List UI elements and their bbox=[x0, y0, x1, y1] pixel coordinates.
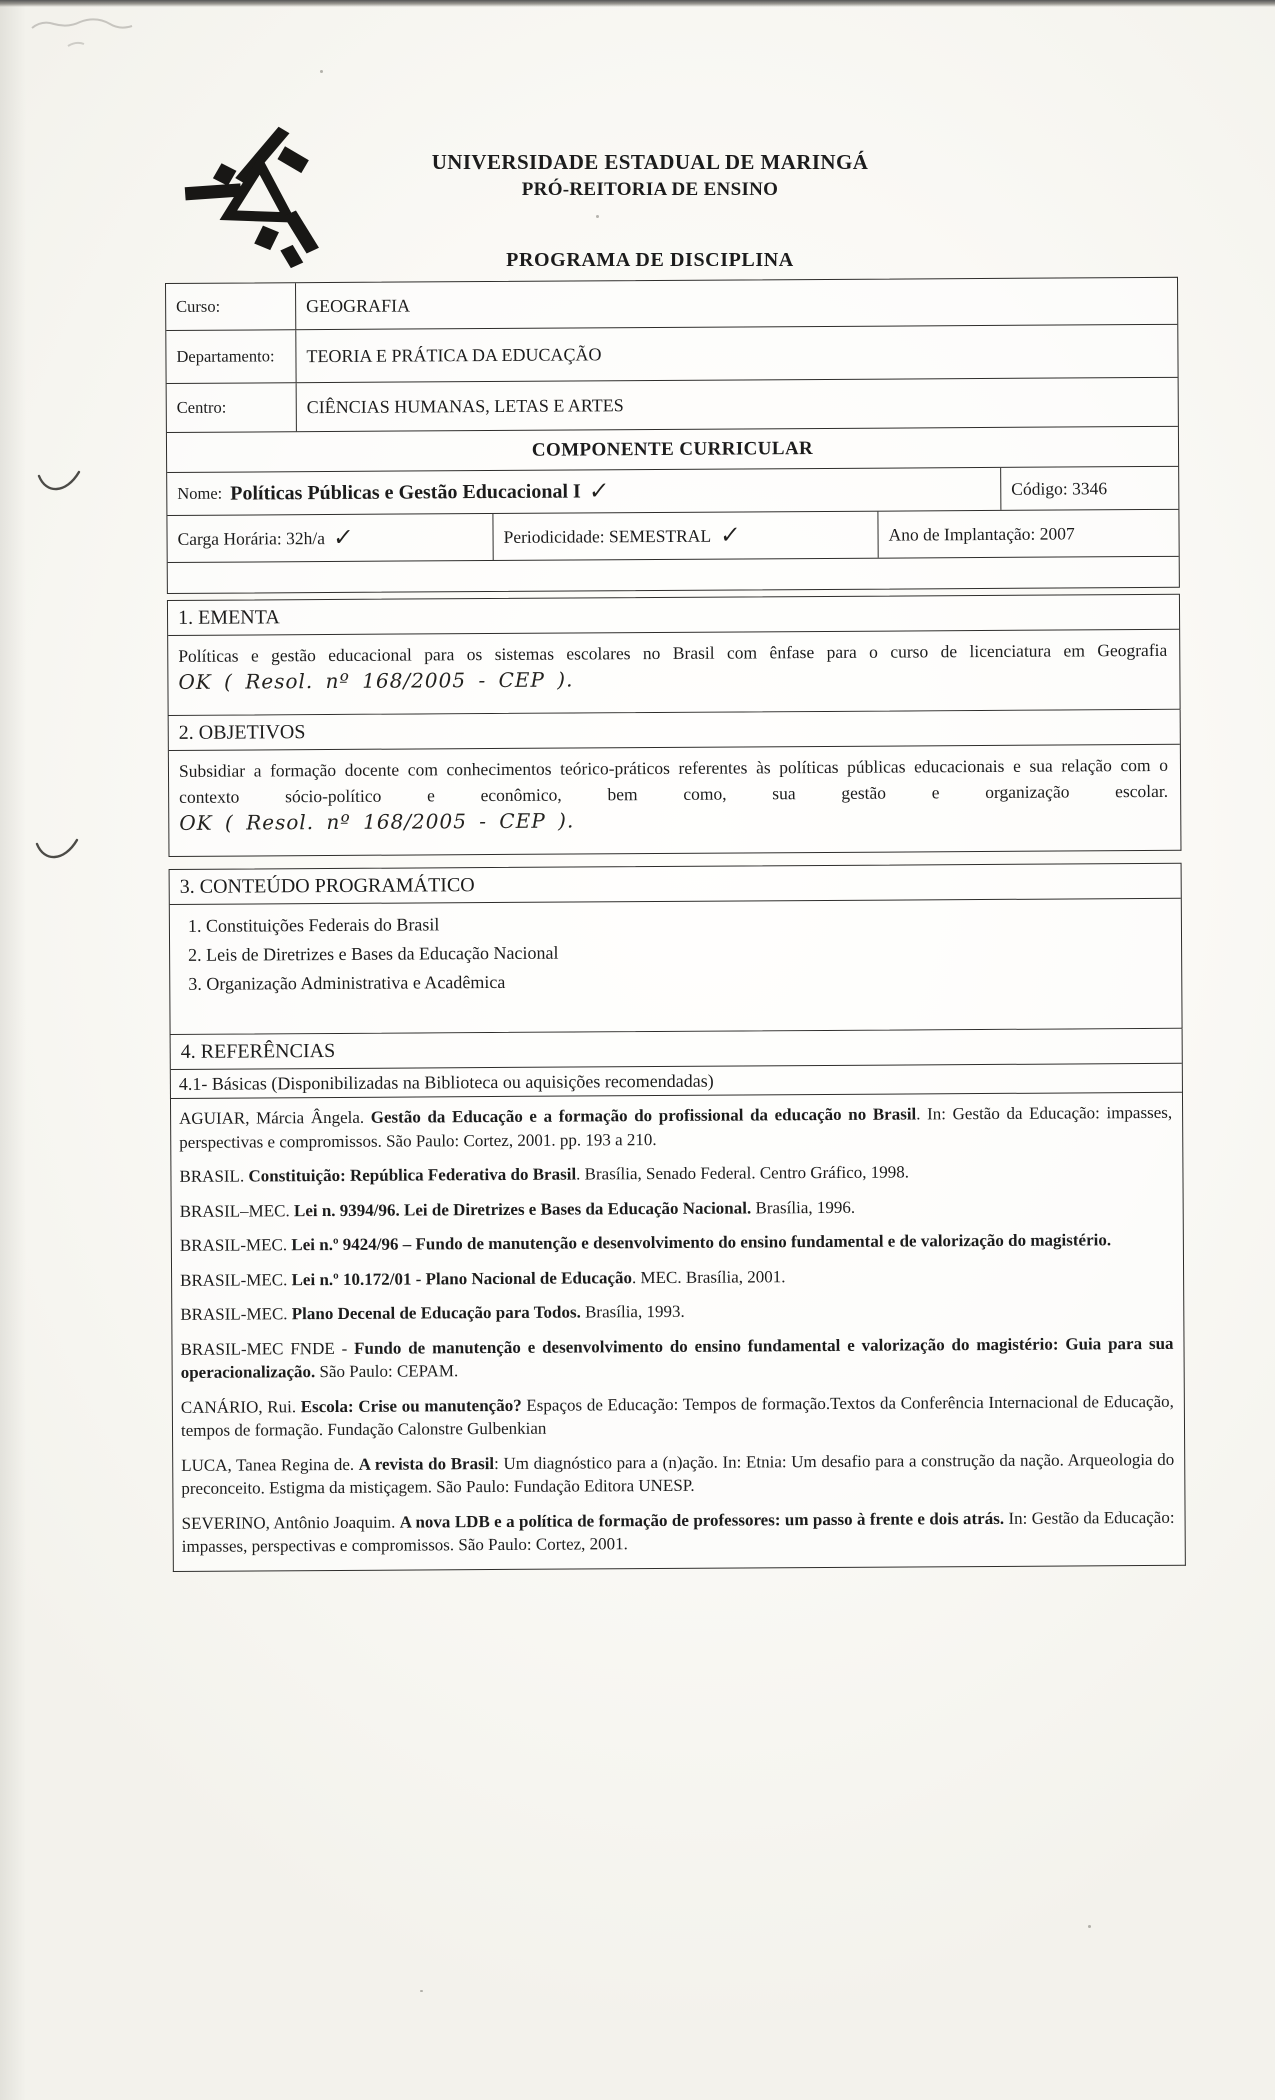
info-row-value: GEOGRAFIA bbox=[306, 295, 411, 316]
ano-implantacao-cell: Ano de Implantação: 2007 bbox=[877, 510, 1178, 558]
pen-curve-mark-icon bbox=[34, 836, 80, 864]
info-row-label: Departamento: bbox=[166, 330, 296, 383]
reference-segment: BRASIL-MEC. bbox=[180, 1269, 292, 1290]
ementa-paragraph: Políticas e gestão educacional para os sistemas escolares no Brasil com ênfase para o curso de licenciatura em Geografia bbox=[178, 639, 1168, 666]
reference-entry bbox=[180, 1297, 1173, 1327]
carga-horaria-text: Carga Horária: 32h/a bbox=[177, 527, 326, 549]
empty-row bbox=[168, 557, 1179, 593]
reference-entry bbox=[179, 1159, 1172, 1189]
objetivos-text bbox=[169, 745, 1181, 856]
reference-segment: LUCA, Tanea Regina de. bbox=[181, 1454, 359, 1475]
reference-segment: Espaços de Educação: Tempos de formação.Textos da Conferência Internacional de Educação, tempos de formação. Fundação Calonstre Gulbenkian bbox=[180, 1391, 1174, 1440]
reference-entry bbox=[180, 1331, 1173, 1384]
reference-segment: BRASIL–MEC. bbox=[179, 1200, 295, 1221]
scanner-edge-artifact bbox=[0, 0, 1275, 7]
reference-segment: . In: Gestão da Educação: impasses, perspectivas e compromissos. São Paulo: Cortez, 2001. pp. 193 a 210. bbox=[179, 1102, 1173, 1152]
check-mark-icon: ✓ bbox=[588, 477, 611, 506]
reference-segment: BRASIL-MEC. bbox=[180, 1304, 292, 1324]
handwritten-annotation: OK ( Resol. nº 168/2005 - CEP ). bbox=[178, 667, 574, 694]
ementa-text bbox=[168, 630, 1179, 715]
codigo-cell: Código: 3346 bbox=[1000, 467, 1178, 510]
referencias-subtitle: 4.1- Básicas (Disponibilizadas na Biblioteca ou aquisições recomendadas) bbox=[171, 1064, 1182, 1099]
objetivos-paragraph: Subsidiar a formação docente com conhecimentos teórico-práticos referentes às políticas públicas educacionais e sua relação com o contexto sócio-político e econômico, bem como, sua gestão e organização escolar. bbox=[178, 754, 1169, 807]
reference-segment: Plano Decenal de Educação para Todos. bbox=[291, 1302, 581, 1324]
reference-segment: São Paulo: CEPAM. bbox=[315, 1361, 459, 1382]
reference-segment: Lei n. 9394/96. Lei de Diretrizes e Bases da Educação Nacional. bbox=[293, 1197, 752, 1220]
reference-entry bbox=[181, 1447, 1174, 1500]
handwritten-annotation: OK ( Resol. nº 168/2005 - CEP ). bbox=[179, 808, 575, 835]
reference-entry bbox=[180, 1262, 1173, 1292]
info-row-label: Curso: bbox=[166, 283, 296, 330]
carga-row bbox=[167, 510, 1178, 563]
section-title: 4. REFERÊNCIAS bbox=[171, 1029, 1182, 1070]
reference-segment: AGUIAR, Márcia Ângela. bbox=[179, 1107, 371, 1128]
scan-speck bbox=[1088, 1925, 1091, 1928]
identification-table bbox=[165, 277, 1180, 594]
periodicidade-text: Periodicidade: SEMESTRAL bbox=[503, 525, 712, 547]
info-row bbox=[167, 378, 1178, 433]
check-mark-icon: ✓ bbox=[332, 524, 355, 552]
section-title: 3. CONTEÚDO PROGRAMÁTICO bbox=[170, 864, 1181, 905]
info-row bbox=[166, 325, 1177, 384]
reference-entry bbox=[180, 1228, 1173, 1258]
reference-segment: A revista do Brasil bbox=[358, 1453, 495, 1474]
scan-speck bbox=[320, 70, 323, 73]
reference-segment: . Brasília, Senado Federal. Centro Gráfico, 1998. bbox=[576, 1162, 910, 1184]
info-row-label: Centro: bbox=[167, 383, 297, 432]
reference-segment: CANÁRIO, Rui. bbox=[180, 1396, 301, 1417]
section-objetivos bbox=[168, 710, 1182, 857]
reference-segment: In: Gestão da Educação: impasses, perspectivas e compromissos. São Paulo: Cortez, 2001. bbox=[181, 1507, 1175, 1556]
reference-segment: Constituição: República Federativa do Brasil bbox=[248, 1164, 577, 1186]
reference-segment: BRASIL-MEC. bbox=[179, 1235, 292, 1255]
reference-segment: Lei n.º 9424/96 – Fundo de manutenção e desenvolvimento do ensino fundamental e de valorização do magistério. bbox=[291, 1230, 1112, 1255]
section-conteudo bbox=[169, 863, 1183, 1035]
scan-speck bbox=[420, 1990, 423, 1992]
office-name: PRÓ-REITORIA DE ENSINO bbox=[521, 179, 779, 200]
section-referencias bbox=[170, 1029, 1186, 1572]
section-title: 1. EMENTA bbox=[168, 595, 1179, 636]
conteudo-item: 1. Constituições Federais do Brasil bbox=[187, 914, 440, 936]
info-row-value: CIÊNCIAS HUMANAS, LETAS E ARTES bbox=[306, 394, 624, 417]
scan-speck bbox=[596, 215, 599, 218]
nome-row bbox=[167, 467, 1178, 516]
info-row-value: TEORIA E PRÁTICA DA EDUCAÇÃO bbox=[306, 343, 602, 366]
reference-segment: Fundo de manutenção e desenvolvimento do ensino fundamental e valorização do magistério: Guia para sua operacionalização. bbox=[180, 1333, 1174, 1382]
reference-segment: Brasília, 1996. bbox=[751, 1197, 856, 1217]
reference-entry bbox=[180, 1193, 1173, 1223]
reference-segment: SEVERINO, Antônio Joaquim. bbox=[181, 1512, 400, 1533]
reference-segment: : Um diagnóstico para a (n)ação. In: Etnia: Um desafio para a construção da nação. Arqueologia do preconceito. Estigma da mistiçagem. São Paulo: Fundação Editora UNESP. bbox=[181, 1449, 1175, 1498]
reference-entry bbox=[179, 1101, 1172, 1154]
reference-segment: BRASIL. bbox=[179, 1166, 249, 1186]
conteudo-items bbox=[170, 899, 1182, 1034]
section-ementa bbox=[167, 594, 1181, 716]
reference-segment: . MEC. Brasília, 2001. bbox=[631, 1266, 786, 1287]
reference-segment: BRASIL-MEC FNDE - bbox=[180, 1338, 355, 1359]
pen-curve-mark-icon bbox=[36, 468, 82, 496]
reference-segment: Escola: Crise ou manutenção? bbox=[300, 1395, 522, 1416]
nome-cell bbox=[167, 475, 1000, 507]
document-header bbox=[250, 150, 1050, 201]
conteudo-item: 3. Organização Administrativa e Acadêmica bbox=[188, 971, 506, 994]
periodicidade-cell bbox=[492, 512, 877, 560]
conteudo-item: 2. Leis de Diretrizes e Bases da Educação Nacional bbox=[188, 942, 559, 965]
info-rows bbox=[166, 278, 1178, 433]
document-body bbox=[165, 277, 1186, 1572]
carga-horaria-cell bbox=[167, 514, 492, 562]
nome-value: Políticas Públicas e Gestão Educacional I bbox=[230, 479, 581, 505]
reference-segment: Brasília, 1993. bbox=[580, 1301, 685, 1322]
scan-shadow bbox=[0, 0, 26, 2100]
reference-entry bbox=[181, 1389, 1174, 1442]
reference-segment: A nova LDB e a política de formação de professores: um passo à frente e dois atrás. bbox=[399, 1508, 1005, 1532]
check-mark-icon: ✓ bbox=[718, 521, 741, 550]
pencil-smudge bbox=[28, 16, 178, 56]
info-row bbox=[166, 278, 1177, 331]
reference-segment: Gestão da Educação e a formação do profissional da educação no Brasil bbox=[370, 1104, 917, 1127]
componente-curricular-header: COMPONENTE CURRICULAR bbox=[167, 427, 1178, 473]
reference-entry bbox=[182, 1505, 1175, 1558]
reference-segment: Lei n.º 10.172/01 - Plano Nacional de Educação bbox=[291, 1267, 633, 1289]
document-title: PROGRAMA DE DISCIPLINA bbox=[506, 249, 794, 271]
university-name: UNIVERSIDADE ESTADUAL DE MARINGÁ bbox=[431, 150, 869, 174]
referencias-list bbox=[171, 1093, 1185, 1571]
nome-label: Nome: bbox=[177, 483, 223, 503]
section-title: 2. OBJETIVOS bbox=[169, 710, 1180, 751]
